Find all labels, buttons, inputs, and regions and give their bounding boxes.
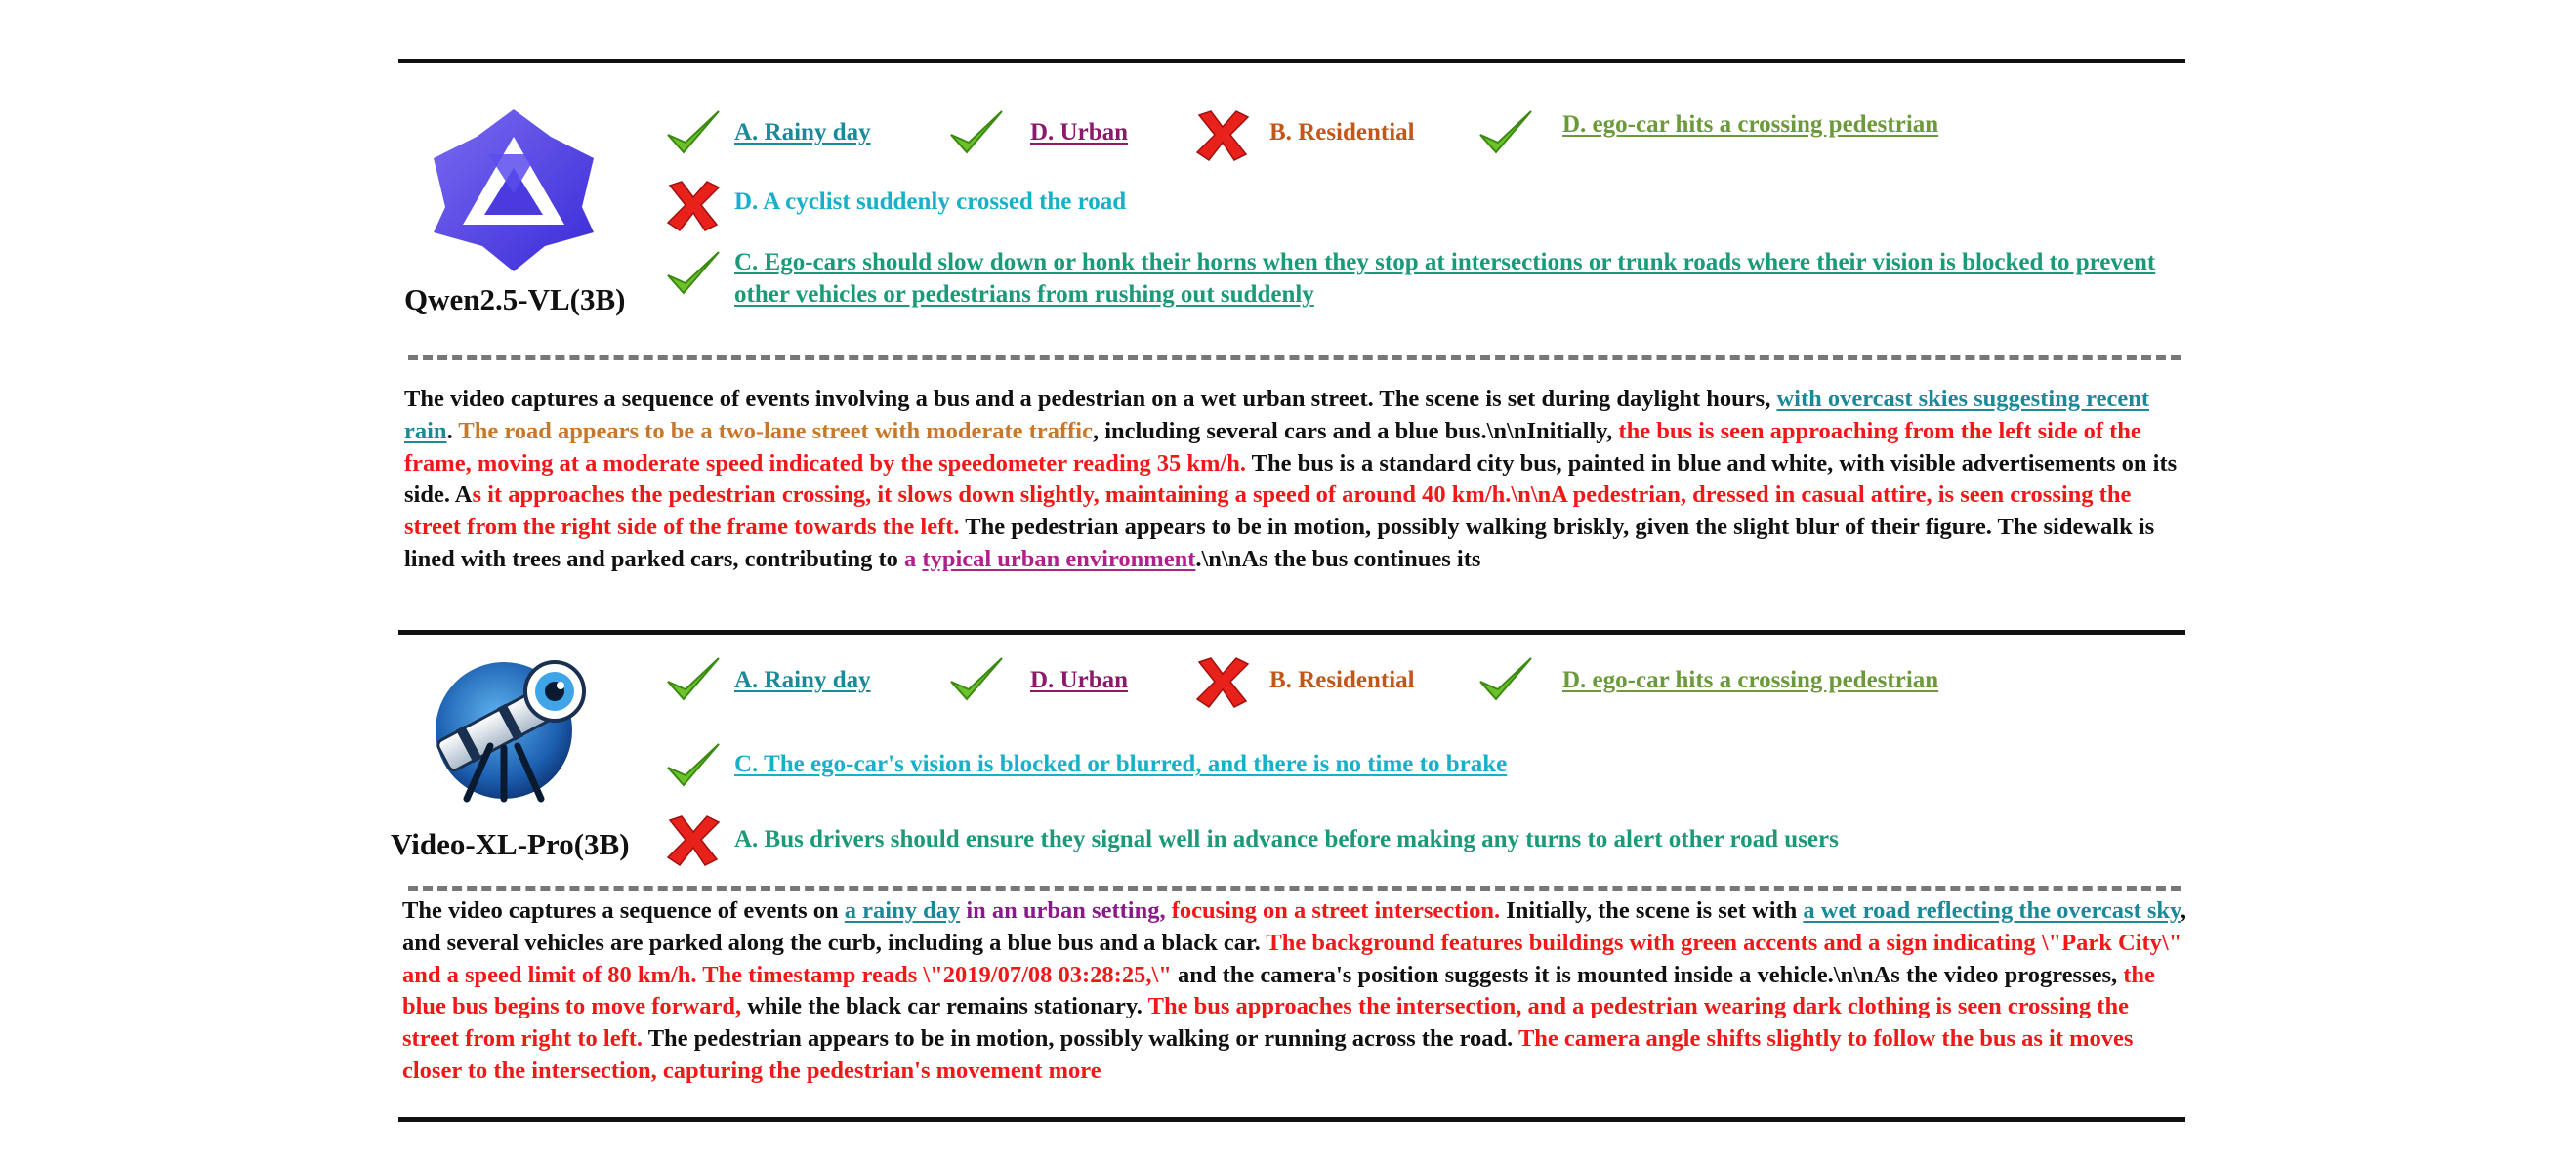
cross-icon: [664, 812, 723, 867]
description-segment: a rainy day: [844, 897, 961, 924]
description-segment: The bus is a standard city bus, painted in blue and white, with visible advertisements on its side. A: [404, 449, 2178, 509]
panel2-dashed-divider: [408, 886, 2181, 891]
telescope-logo-icon: [420, 656, 594, 803]
description-segment: The video captures a sequence of events on: [402, 897, 845, 924]
model-name: Qwen2.5-VL(3B): [404, 282, 626, 316]
model-description: [402, 895, 2189, 1088]
answer-cause: D. A cyclist suddenly crossed the road: [734, 188, 1127, 215]
description-segment: Initially, the scene is set with: [1500, 897, 1804, 924]
cross-icon: [1193, 654, 1252, 709]
description-segment: typical urban environment: [922, 545, 1196, 572]
description-segment: The bus approaches the intersection, and a pedestrian wearing dark clothing is seen crossing the street from right to left.: [402, 993, 2129, 1053]
check-icon: [947, 652, 1006, 707]
description-segment: focusing on a street intersection.: [1165, 897, 1501, 924]
answer-prevention: A. Bus drivers should ensure they signal well in advance before making any turns to alert other road users: [734, 826, 1839, 852]
top-rule: [398, 59, 2185, 63]
description-segment: .: [446, 417, 459, 444]
description-segment: and the camera's position suggests it is mounted inside a vehicle.\n\nAs the video progresses,: [1171, 961, 2124, 988]
answer-accident: D. ego-car hits a crossing pedestrian: [1562, 111, 1939, 138]
description-segment: s it approaches the pedestrian crossing, it slows down slightly, maintaining a speed of around 40 km/h.\n\nA pedestrian, dressed in casual attire, is seen crossing the street from the right side of the frame towards the left.: [404, 481, 2132, 541]
description-segment: The pedestrian appears to be in motion, possibly walking or running across the road.: [643, 1025, 1518, 1053]
description-segment: .\n\nAs the bus continues its: [1195, 545, 1481, 572]
answer-weather: A. Rainy day: [734, 119, 871, 146]
description-segment: , and several vehicles are parked along the curb, including a blue bus and a black car.: [402, 897, 2187, 956]
qwen-logo-icon: [428, 107, 600, 273]
description-segment: , including several cars and a blue bus.\n\nInitially,: [1092, 417, 1619, 444]
panel1-dashed-divider: [408, 355, 2181, 360]
description-segment: The camera angle shifts slightly to follow the bus as it moves closer to the intersection, capturing the pedestrian's movement more: [402, 1025, 2134, 1084]
description-segment: The road appears to be a two-lane street with moderate traffic: [458, 417, 1093, 444]
description-segment: The pedestrian appears to be in motion, possibly walking briskly, given the slight blur of their figure. The sidewalk is lined with trees and parked cars, contributing to: [404, 514, 2155, 572]
check-icon: [664, 246, 723, 301]
answer-prevention: C. Ego-cars should slow down or honk their horns when they stop at intersections or trunk roads where their vision is blocked to prevent other vehicles or pedestrians from rushing out suddenly: [734, 249, 2156, 308]
answer-weather: A. Rainy day: [734, 667, 871, 693]
answer-location: B. Residential: [1269, 667, 1415, 693]
answer-cause: C. The ego-car's vision is blocked or blurred, and there is no time to brake: [734, 751, 1508, 777]
description-segment: with overcast skies suggesting recent rain: [404, 386, 2150, 444]
answer-scene: D. Urban: [1030, 667, 1129, 693]
description-segment: The video captures a sequence of events involving a bus and a pedestrian on a wet urban street. The scene is set during daylight hours,: [404, 386, 1777, 412]
answer-accident: D. ego-car hits a crossing pedestrian: [1562, 667, 1939, 693]
cross-icon: [664, 178, 723, 232]
model-description: [404, 384, 2181, 576]
cross-icon: [1193, 107, 1252, 162]
description-segment: a: [904, 545, 923, 572]
description-segment: while the black car remains stationary.: [741, 993, 1148, 1020]
description-segment: The background features buildings with green accents and a sign indicating \"Park City\" and a speed limit of 80 km/h. The timestamp reads \"2019/07/08 03:28:25,\": [402, 929, 2182, 988]
check-icon: [1476, 105, 1535, 160]
description-segment: the bus is seen approaching from the left side of the frame, moving at a moderate speed indicated by the speedometer reading 35 km/h.: [404, 417, 2141, 477]
check-icon: [947, 105, 1006, 160]
bottom-rule: [398, 1117, 2185, 1122]
answer-location: B. Residential: [1269, 119, 1415, 146]
check-icon: [1476, 652, 1535, 707]
description-segment: the blue bus begins to move forward,: [402, 961, 2155, 1020]
description-segment: in an urban setting,: [960, 897, 1166, 924]
check-icon: [664, 652, 723, 707]
model-name: Video-XL-Pro(3B): [391, 827, 630, 861]
check-icon: [664, 105, 723, 160]
description-segment: a wet road reflecting the overcast sky: [1803, 897, 2181, 924]
check-icon: [664, 738, 723, 793]
middle-rule: [398, 630, 2185, 635]
answer-scene: D. Urban: [1030, 119, 1129, 146]
